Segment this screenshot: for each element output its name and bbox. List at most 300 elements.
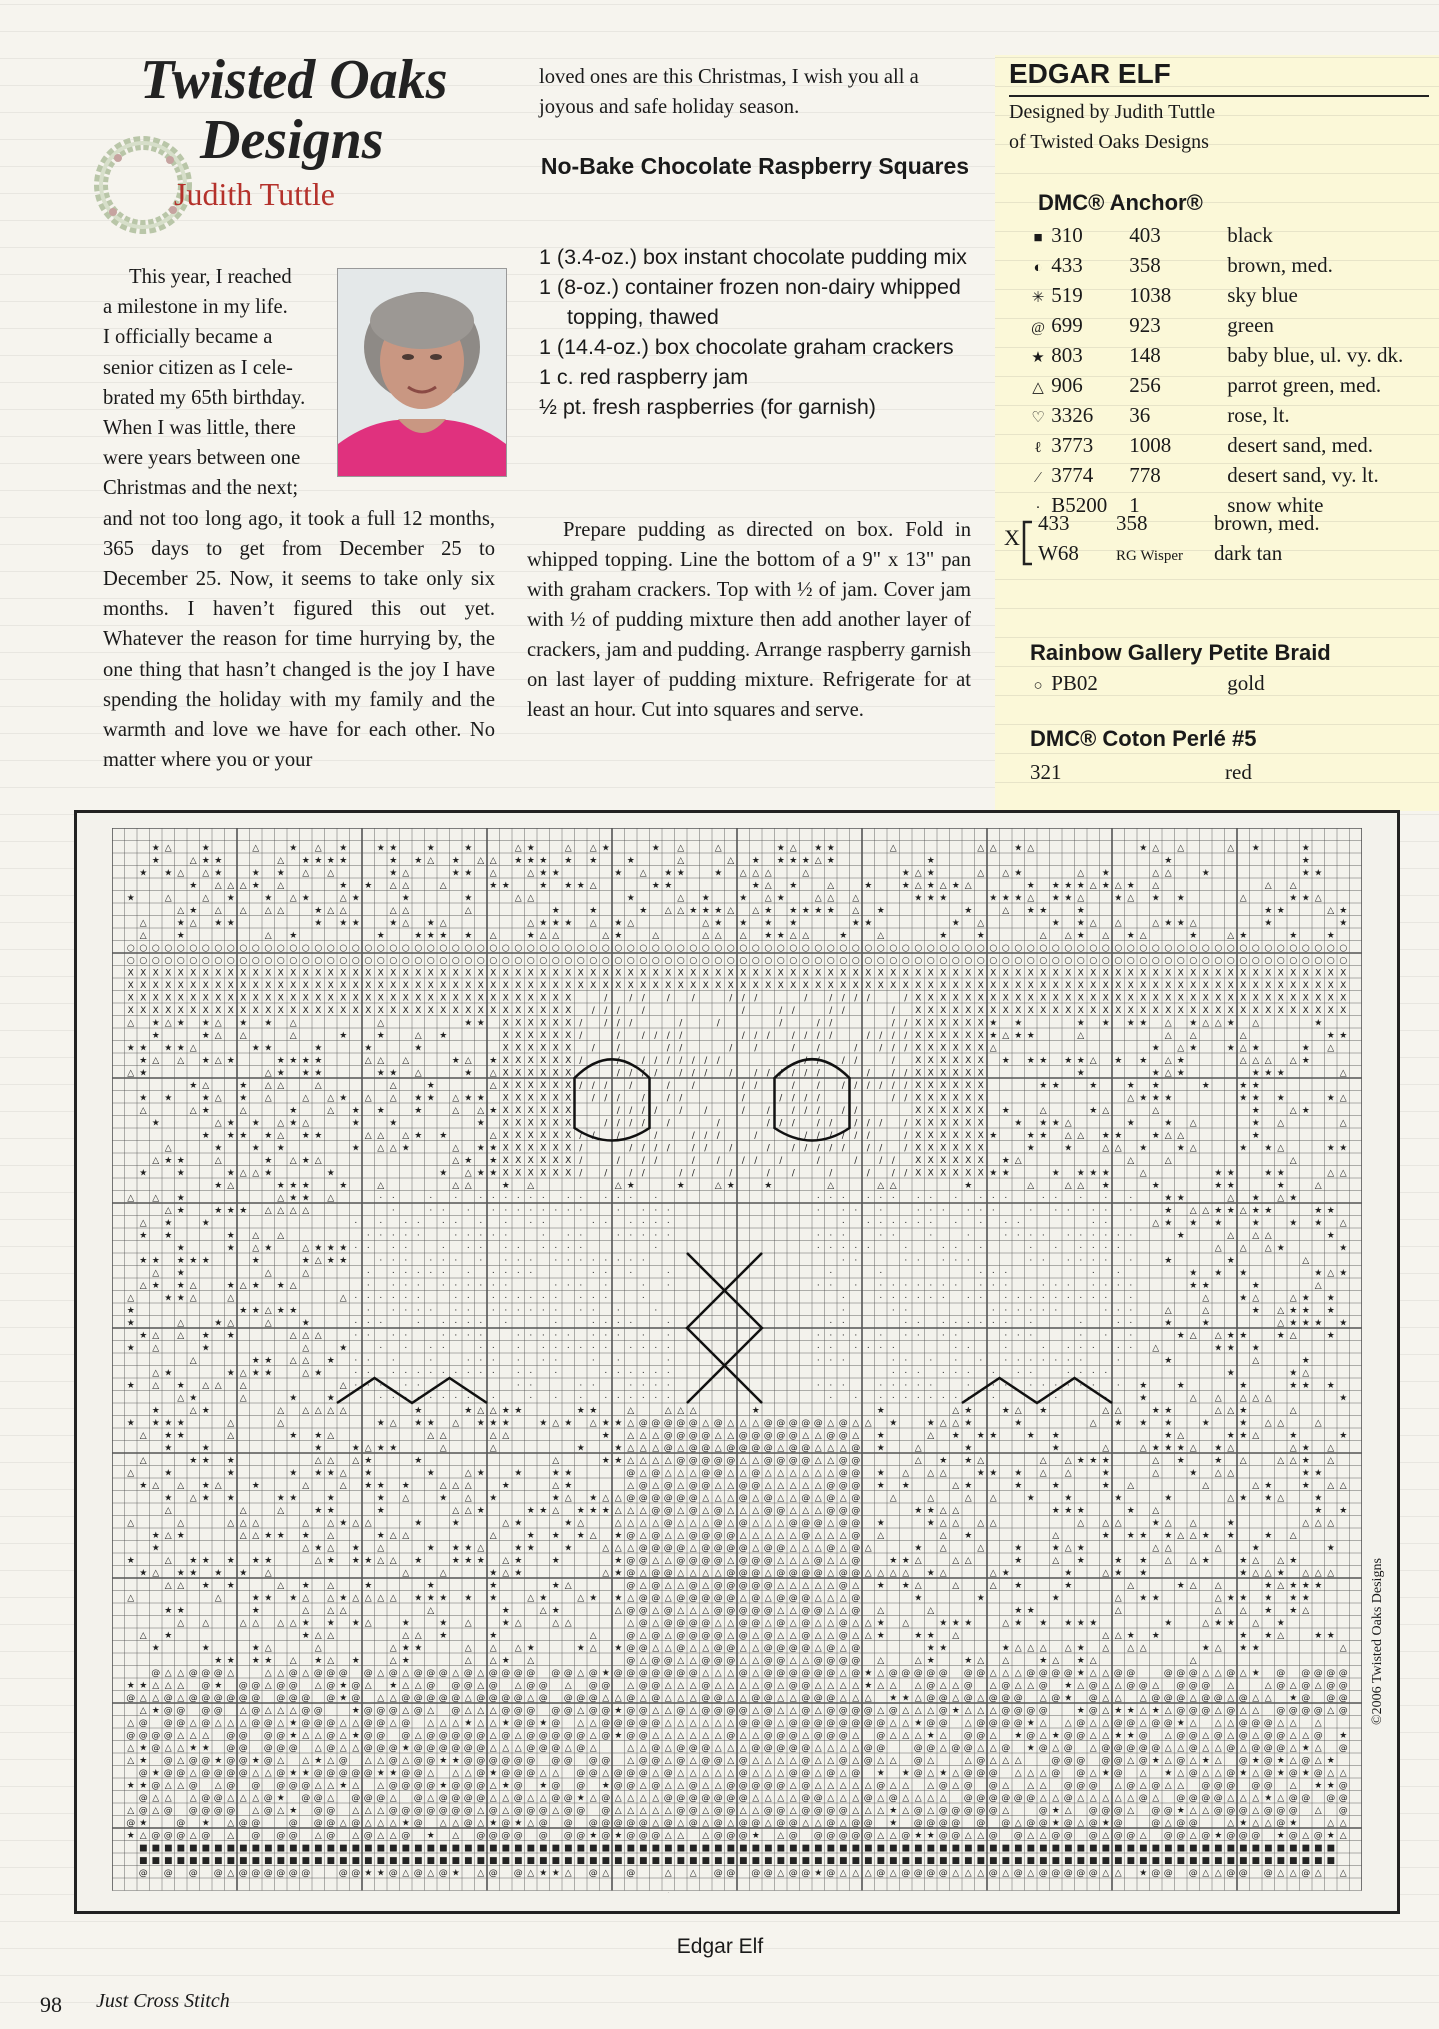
svg-text:@: @ (214, 1869, 223, 1879)
svg-text:@: @ (701, 1431, 710, 1441)
svg-text:★: ★ (1064, 1694, 1072, 1704)
svg-text:·: · (867, 1194, 870, 1204)
svg-text:■: ■ (301, 1844, 310, 1854)
svg-text:∕: ∕ (904, 1169, 908, 1179)
svg-text:△: △ (1140, 1644, 1147, 1654)
svg-text:·: · (1079, 1294, 1082, 1304)
svg-text:★: ★ (1314, 869, 1322, 879)
intro-line: Christmas and the next; (103, 473, 331, 503)
svg-text:X: X (690, 969, 696, 979)
svg-text:△: △ (840, 1694, 847, 1704)
svg-text:∕: ∕ (679, 1019, 683, 1029)
svg-text:@: @ (801, 1531, 810, 1541)
svg-text:X: X (803, 969, 809, 979)
svg-text:·: · (542, 1294, 545, 1304)
svg-text:○: ○ (789, 944, 797, 954)
svg-text:★: ★ (439, 1594, 447, 1604)
svg-text:·: · (404, 1281, 407, 1291)
svg-text:X: X (1178, 981, 1184, 991)
svg-text:·: · (904, 1281, 907, 1291)
svg-text:★: ★ (564, 1481, 572, 1491)
svg-text:X: X (565, 1106, 571, 1116)
perle-code: 321 (1030, 757, 1127, 787)
svg-text:@: @ (826, 1719, 835, 1729)
svg-text:★: ★ (152, 1644, 160, 1654)
svg-text:★: ★ (1114, 1706, 1122, 1716)
svg-text:△: △ (602, 931, 609, 941)
svg-text:∕: ∕ (592, 1081, 596, 1091)
svg-text:@: @ (814, 1794, 823, 1804)
svg-text:△: △ (1077, 1819, 1084, 1829)
svg-text:★: ★ (1164, 1206, 1172, 1216)
svg-text:∕: ∕ (867, 1119, 871, 1129)
svg-text:★: ★ (214, 1319, 222, 1329)
svg-text:·: · (479, 1281, 482, 1291)
svg-text:·: · (454, 1369, 457, 1379)
svg-text:△: △ (815, 1494, 822, 1504)
svg-text:△: △ (177, 1481, 184, 1491)
svg-text:★: ★ (177, 1244, 185, 1254)
svg-text:△: △ (990, 1569, 997, 1579)
svg-text:@: @ (651, 1681, 660, 1691)
svg-text:△: △ (365, 1681, 372, 1691)
svg-text:@: @ (1251, 1831, 1260, 1841)
svg-text:X: X (965, 1006, 971, 1016)
svg-text:△: △ (715, 1781, 722, 1791)
svg-text:@: @ (826, 1506, 835, 1516)
svg-text:△: △ (1190, 1806, 1197, 1816)
svg-text:·: · (392, 1231, 395, 1241)
svg-text:△: △ (165, 1019, 172, 1029)
svg-text:■: ■ (1076, 1856, 1085, 1866)
brand-line-2: Designs (140, 110, 480, 170)
svg-text:·: · (892, 1381, 895, 1391)
svg-text:∕: ∕ (792, 1031, 796, 1041)
svg-text:○: ○ (789, 956, 797, 966)
svg-text:X: X (553, 1169, 559, 1179)
svg-text:∕: ∕ (767, 1069, 771, 1079)
svg-text:∕: ∕ (667, 1031, 671, 1041)
svg-text:X: X (428, 994, 434, 1004)
svg-text:@: @ (314, 1706, 323, 1716)
svg-text:★: ★ (1239, 1269, 1247, 1279)
svg-text:@: @ (826, 1669, 835, 1679)
svg-text:·: · (1104, 1306, 1107, 1316)
svg-text:∕: ∕ (817, 1044, 821, 1054)
svg-text:@: @ (1089, 1819, 1098, 1829)
svg-text:△: △ (152, 1381, 159, 1391)
svg-text:X: X (990, 981, 996, 991)
svg-text:★: ★ (927, 1644, 935, 1654)
svg-text:△: △ (440, 1719, 447, 1729)
svg-text:@: @ (1314, 1731, 1323, 1741)
svg-text:△: △ (327, 1094, 334, 1104)
svg-text:△: △ (440, 1444, 447, 1454)
svg-text:△: △ (677, 894, 684, 904)
svg-text:@: @ (189, 1806, 198, 1816)
svg-text:·: · (392, 1206, 395, 1216)
svg-text:△: △ (1252, 1731, 1259, 1741)
svg-text:△: △ (252, 1769, 259, 1779)
svg-text:△: △ (1102, 931, 1109, 941)
svg-text:X: X (865, 969, 871, 979)
svg-text:@: @ (1289, 1706, 1298, 1716)
svg-text:∕: ∕ (842, 1056, 846, 1066)
svg-text:X: X (815, 969, 821, 979)
svg-text:★: ★ (277, 1494, 285, 1504)
svg-text:■: ■ (601, 1856, 610, 1866)
svg-text:@: @ (601, 1756, 610, 1766)
svg-text:X: X (1290, 981, 1296, 991)
svg-text:★: ★ (264, 1019, 272, 1029)
svg-text:@: @ (751, 1606, 760, 1616)
svg-text:·: · (579, 1256, 582, 1266)
svg-text:·: · (629, 1269, 632, 1279)
svg-text:★: ★ (1139, 1531, 1147, 1541)
svg-text:★: ★ (239, 1081, 247, 1091)
svg-text:△: △ (615, 1544, 622, 1554)
svg-text:△: △ (190, 1769, 197, 1779)
svg-text:X: X (190, 994, 196, 1004)
svg-text:★: ★ (1164, 1531, 1172, 1541)
svg-text:·: · (604, 1394, 607, 1404)
svg-text:△: △ (1277, 1631, 1284, 1641)
svg-text:∕: ∕ (654, 1144, 658, 1154)
svg-text:△: △ (1252, 1694, 1259, 1704)
svg-text:★: ★ (1089, 1456, 1097, 1466)
svg-text:★: ★ (489, 1169, 497, 1179)
svg-text:@: @ (789, 1819, 798, 1829)
svg-text:△: △ (340, 894, 347, 904)
svg-text:■: ■ (1051, 1844, 1060, 1854)
svg-text:△: △ (527, 894, 534, 904)
svg-text:△: △ (752, 1669, 759, 1679)
svg-text:△: △ (677, 1531, 684, 1541)
svg-text:X: X (990, 1006, 996, 1016)
svg-text:△: △ (1227, 1444, 1234, 1454)
blend-row (1038, 508, 1320, 538)
svg-text:·: · (554, 1319, 557, 1329)
svg-text:X: X (965, 1144, 971, 1154)
svg-text:★: ★ (577, 1644, 585, 1654)
svg-text:△: △ (627, 1619, 634, 1629)
svg-text:·: · (654, 1394, 657, 1404)
svg-text:■: ■ (514, 1856, 523, 1866)
svg-text:△: △ (1102, 1794, 1109, 1804)
svg-text:@: @ (939, 1819, 948, 1829)
svg-text:X: X (1228, 981, 1234, 991)
svg-text:·: · (354, 1369, 357, 1379)
svg-text:△: △ (715, 1481, 722, 1491)
svg-text:■: ■ (764, 1856, 773, 1866)
svg-text:X: X (965, 1056, 971, 1066)
svg-text:·: · (367, 1244, 370, 1254)
svg-text:○: ○ (239, 944, 247, 954)
svg-text:X: X (553, 1119, 559, 1129)
svg-text:★: ★ (1077, 881, 1085, 891)
svg-text:★: ★ (252, 1656, 260, 1666)
svg-text:★: ★ (564, 919, 572, 929)
svg-text:@: @ (989, 1781, 998, 1791)
svg-text:★: ★ (1152, 1081, 1160, 1091)
svg-text:★: ★ (989, 1031, 997, 1041)
svg-text:@: @ (801, 1519, 810, 1529)
svg-text:△: △ (1215, 1769, 1222, 1779)
svg-text:△: △ (215, 1594, 222, 1604)
svg-text:△: △ (190, 856, 197, 866)
svg-text:@: @ (976, 1769, 985, 1779)
svg-text:@: @ (564, 1706, 573, 1716)
svg-text:△: △ (465, 1619, 472, 1629)
svg-text:△: △ (877, 1569, 884, 1579)
svg-text:△: △ (677, 1606, 684, 1616)
svg-text:△: △ (165, 1794, 172, 1804)
svg-text:★: ★ (202, 1819, 210, 1829)
svg-text:■: ■ (626, 1844, 635, 1854)
svg-text:@: @ (289, 1819, 298, 1829)
svg-text:△: △ (152, 1344, 159, 1354)
svg-text:★: ★ (439, 1631, 447, 1641)
svg-text:·: · (1029, 1331, 1032, 1341)
svg-text:X: X (315, 994, 321, 1004)
svg-text:·: · (879, 1269, 882, 1279)
svg-text:X: X (565, 1081, 571, 1091)
svg-text:★: ★ (1339, 1731, 1347, 1741)
svg-text:@: @ (839, 1581, 848, 1591)
svg-text:X: X (1165, 994, 1171, 1004)
svg-text:△: △ (665, 1806, 672, 1816)
svg-text:@: @ (564, 1819, 573, 1829)
svg-text:@: @ (726, 1781, 735, 1791)
svg-text:△: △ (1340, 1769, 1347, 1779)
svg-text:★: ★ (277, 869, 285, 879)
svg-text:·: · (604, 1269, 607, 1279)
svg-text:@: @ (964, 1744, 973, 1754)
svg-text:∕: ∕ (679, 1031, 683, 1041)
svg-text:★: ★ (1277, 1094, 1285, 1104)
svg-text:@: @ (839, 1831, 848, 1841)
svg-text:·: · (654, 1231, 657, 1241)
svg-text:·: · (567, 1244, 570, 1254)
svg-text:△: △ (652, 1644, 659, 1654)
svg-text:★: ★ (614, 1456, 622, 1466)
svg-text:@: @ (514, 1794, 523, 1804)
svg-text:△: △ (765, 1794, 772, 1804)
svg-text:△: △ (1227, 1231, 1234, 1241)
svg-text:★: ★ (739, 919, 747, 929)
svg-text:X: X (1328, 981, 1334, 991)
svg-text:@: @ (689, 1781, 698, 1791)
svg-text:■: ■ (526, 1856, 535, 1866)
svg-text:@: @ (414, 1869, 423, 1879)
svg-text:△: △ (702, 1669, 709, 1679)
svg-text:★: ★ (589, 1594, 597, 1604)
svg-text:@: @ (589, 1769, 598, 1779)
svg-text:△: △ (790, 1794, 797, 1804)
svg-text:■: ■ (676, 1856, 685, 1866)
svg-text:△: △ (902, 1469, 909, 1479)
svg-text:∕: ∕ (717, 1156, 721, 1166)
svg-text:△: △ (290, 1019, 297, 1029)
svg-text:·: · (579, 1244, 582, 1254)
svg-text:@: @ (264, 1806, 273, 1816)
svg-text:△: △ (177, 906, 184, 916)
svg-text:X: X (740, 981, 746, 991)
svg-text:★: ★ (1289, 1556, 1297, 1566)
svg-text:·: · (942, 1369, 945, 1379)
svg-text:★: ★ (989, 1169, 997, 1179)
svg-text:★: ★ (1189, 1469, 1197, 1479)
svg-text:★: ★ (152, 1281, 160, 1291)
svg-text:★: ★ (914, 1719, 922, 1729)
svg-text:★: ★ (902, 881, 910, 891)
svg-text:@: @ (801, 1781, 810, 1791)
svg-text:■: ■ (401, 1844, 410, 1854)
svg-text:@: @ (1076, 1781, 1085, 1791)
svg-text:★: ★ (1214, 1269, 1222, 1279)
svg-text:★: ★ (1289, 1381, 1297, 1391)
svg-text:○: ○ (1339, 944, 1347, 954)
floss-color: baby blue, ul. vy. dk. (1227, 343, 1403, 367)
svg-text:·: · (542, 1356, 545, 1366)
svg-text:△: △ (152, 1794, 159, 1804)
svg-text:X: X (978, 969, 984, 979)
svg-text:@: @ (651, 1694, 660, 1704)
svg-text:@: @ (864, 1794, 873, 1804)
svg-text:@: @ (426, 1669, 435, 1679)
svg-text:△: △ (902, 1706, 909, 1716)
svg-text:X: X (1140, 969, 1146, 979)
svg-text:★: ★ (1052, 1081, 1060, 1091)
svg-text:·: · (429, 1206, 432, 1216)
svg-text:X: X (415, 1006, 421, 1016)
svg-text:△: △ (840, 1819, 847, 1829)
svg-text:△: △ (702, 1831, 709, 1841)
svg-text:★: ★ (377, 1869, 385, 1879)
svg-text:★: ★ (539, 919, 547, 929)
svg-text:△: △ (790, 1631, 797, 1641)
svg-text:★: ★ (1064, 1506, 1072, 1516)
svg-text:∕: ∕ (904, 1019, 908, 1029)
svg-text:△: △ (327, 1606, 334, 1616)
svg-text:★: ★ (1252, 1131, 1260, 1141)
svg-text:·: · (1129, 1294, 1132, 1304)
svg-text:★: ★ (1139, 1394, 1147, 1404)
svg-text:★: ★ (1252, 844, 1260, 854)
svg-text:·: · (954, 1244, 957, 1254)
svg-text:@: @ (1064, 1831, 1073, 1841)
svg-text:X: X (1128, 994, 1134, 1004)
svg-text:@: @ (414, 1806, 423, 1816)
svg-text:★: ★ (1264, 1581, 1272, 1591)
blend-row (1038, 538, 1282, 571)
svg-text:○: ○ (264, 944, 272, 954)
svg-text:■: ■ (726, 1844, 735, 1854)
svg-text:△: △ (390, 881, 397, 891)
svg-text:★: ★ (902, 1694, 910, 1704)
svg-text:△: △ (1277, 1144, 1284, 1154)
svg-text:@: @ (651, 1469, 660, 1479)
svg-text:·: · (1117, 1244, 1120, 1254)
svg-text:★: ★ (964, 1419, 972, 1429)
svg-text:○: ○ (702, 956, 710, 966)
svg-text:★: ★ (327, 1356, 335, 1366)
svg-text:△: △ (715, 1181, 722, 1191)
svg-text:@: @ (664, 1619, 673, 1629)
svg-text:△: △ (727, 1494, 734, 1504)
svg-text:△: △ (1102, 1631, 1109, 1641)
svg-text:△: △ (277, 1231, 284, 1241)
svg-text:△: △ (852, 1631, 859, 1641)
svg-text:△: △ (765, 1594, 772, 1604)
svg-text:·: · (1054, 1394, 1057, 1404)
svg-text:·: · (667, 1281, 670, 1291)
svg-text:★: ★ (289, 1594, 297, 1604)
svg-text:·: · (954, 1319, 957, 1329)
svg-text:△: △ (1240, 1056, 1247, 1066)
svg-text:·: · (667, 1394, 670, 1404)
svg-text:★: ★ (427, 919, 435, 929)
svg-text:△: △ (352, 1806, 359, 1816)
svg-text:@: @ (1301, 1669, 1310, 1679)
svg-text:X: X (453, 994, 459, 1004)
svg-text:△: △ (1277, 1494, 1284, 1504)
svg-text:X: X (853, 969, 859, 979)
svg-text:★: ★ (327, 1256, 335, 1266)
svg-text:△: △ (1090, 1744, 1097, 1754)
svg-text:△: △ (952, 1481, 959, 1491)
svg-text:△: △ (827, 1744, 834, 1754)
svg-text:■: ■ (951, 1856, 960, 1866)
svg-text:X: X (1153, 994, 1159, 1004)
intro-line: were years between one (103, 443, 331, 473)
svg-text:X: X (253, 969, 259, 979)
svg-text:△: △ (215, 1719, 222, 1729)
svg-text:X: X (378, 994, 384, 1004)
svg-text:△: △ (1290, 1731, 1297, 1741)
svg-text:△: △ (215, 1056, 222, 1066)
svg-text:·: · (1092, 1281, 1095, 1291)
svg-text:△: △ (402, 1669, 409, 1679)
svg-text:★: ★ (1039, 906, 1047, 916)
svg-text:X: X (940, 1169, 946, 1179)
svg-text:△: △ (677, 906, 684, 916)
svg-text:△: △ (577, 1669, 584, 1679)
svg-text:@: @ (1176, 1794, 1185, 1804)
svg-text:○: ○ (1252, 956, 1260, 966)
svg-text:·: · (1079, 1369, 1082, 1379)
svg-text:△: △ (1240, 1669, 1247, 1679)
svg-text:△: △ (865, 1419, 872, 1429)
floss-color: green (1227, 313, 1274, 337)
svg-text:★: ★ (427, 1094, 435, 1104)
svg-text:★: ★ (1152, 1631, 1160, 1641)
svg-text:△: △ (715, 1669, 722, 1679)
svg-text:★: ★ (977, 1469, 985, 1479)
svg-text:△: △ (352, 1719, 359, 1729)
svg-text:△: △ (440, 1481, 447, 1491)
svg-text:★: ★ (127, 1831, 135, 1841)
svg-text:★: ★ (1239, 1556, 1247, 1566)
svg-text:■: ■ (589, 1856, 598, 1866)
svg-text:△: △ (1140, 1169, 1147, 1179)
svg-text:∕: ∕ (617, 1056, 621, 1066)
svg-text:△: △ (465, 1169, 472, 1179)
svg-text:△: △ (627, 919, 634, 929)
svg-text:△: △ (527, 919, 534, 929)
svg-text:@: @ (626, 1831, 635, 1841)
svg-text:@: @ (676, 1706, 685, 1716)
